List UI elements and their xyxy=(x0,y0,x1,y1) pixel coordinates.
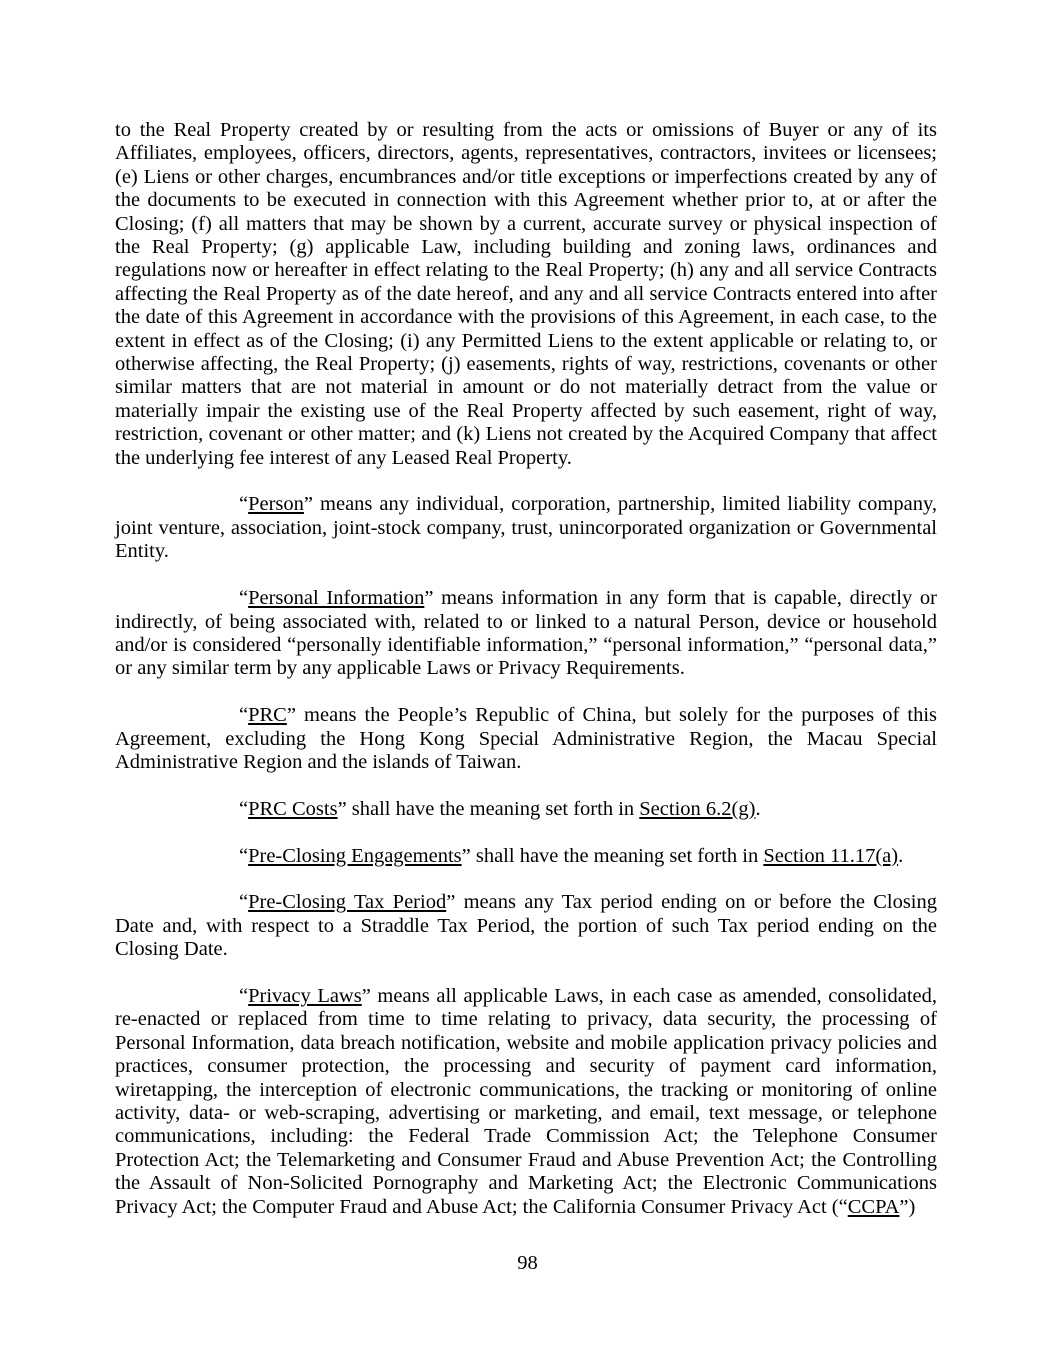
paragraph xyxy=(115,891,937,961)
text-segment: ” shall have the meaning set forth in xyxy=(337,797,640,820)
defined-term: Section 11.17(a) xyxy=(763,844,899,867)
text-segment: “ xyxy=(239,704,249,727)
defined-term: Section 6.2(g) xyxy=(639,797,756,820)
paragraph xyxy=(115,985,937,1219)
text-segment: ” means any individual, corporation, partnership, limited liability company, joint venture, association, joint-stock company, trust, unincorporated organization or Governmental Entity. xyxy=(115,493,937,563)
defined-term: PRC Costs xyxy=(248,797,338,820)
defined-term: Personal Information xyxy=(248,587,425,610)
text-segment: “ xyxy=(239,797,249,820)
text-segment: . xyxy=(898,844,904,867)
text-segment: to the Real Property created by or resulting from the acts or omissions of Buyer or any of its Affiliates, employees, officers, directors, agents, representatives, contractors, invitees or licensees; (e) Liens or other charges, encumbrances and/or title exceptions or imperfections created by any of the documents to be executed in connection with this Agreement whether prior to, at or after the Closing; (f) all matters that may be shown by a current, accurate survey or physical inspection of the Real Property; (g) applicable Law, including building and zoning laws, ordinances and regulations now or hereafter in effect relating to the Real Property; (h) any and all service Contracts affecting the Real Property as of the date hereof, and any and all service Contracts entered into after the date of this Agreement in accordance with the provisions of this Agreement, in each case, to the extent in effect as of the Closing; (i) any Permitted Liens to the extent applicable or relating to, or otherwise affecting, the Real Property; (j) easements, rights of way, restrictions, covenants or other similar matters that are not material in amount or do not materially detract from the value or materially impair the existing use of the Real Property affected by such easement, right of way, restriction, covenant or other matter; and (k) Liens not created by the Acquired Company that affect the underlying fee interest of any Leased Real Property. xyxy=(115,119,937,469)
text-segment: “ xyxy=(239,844,249,867)
text-segment: ” means all applicable Laws, in each case as amended, consolidated, re-enacted or replaced from time to time relating to privacy, data security, the processing of Personal Information, data breach notification, website and mobile application privacy policies and practices, consumer protection, the processing and security of payment card information, wiretapping, the interception of electronic communications, the tracking or monitoring of online activity, data- or web-scraping, advertising or marketing, and email, text message, or telephone communications, including: the Federal Trade Commission Act; the Telephone Consumer Protection Act; the Telemarketing and Consumer Fraud and Abuse Prevention Act; the Controlling the Assault of Non-Solicited Pornography and Marketing Act; the Electronic Communications Privacy Act; the Computer Fraud and Abuse Act; the California Consumer Privacy Act (“ xyxy=(115,984,938,1218)
text-segment: . xyxy=(755,797,761,820)
defined-term: CCPA xyxy=(847,1195,900,1218)
defined-term: Pre-Closing Tax Period xyxy=(248,891,447,914)
paragraph xyxy=(115,845,937,868)
defined-term: Privacy Laws xyxy=(248,984,362,1007)
defined-term: Pre-Closing Engagements xyxy=(248,844,462,867)
text-segment: ” shall have the meaning set forth in xyxy=(461,844,764,867)
document-body xyxy=(115,119,937,1242)
paragraph xyxy=(115,493,937,563)
paragraph xyxy=(115,119,937,470)
text-segment: ”) xyxy=(899,1195,916,1218)
text-segment: “ xyxy=(239,891,249,914)
paragraph xyxy=(115,704,937,774)
paragraph xyxy=(115,587,937,681)
defined-term: Person xyxy=(248,493,304,516)
text-segment: ” means any Tax period ending on or before the Closing Date and, with respect to a Straddle Tax Period, the portion of such Tax period ending on the Closing Date. xyxy=(115,891,937,961)
page-number: 98 xyxy=(517,1252,538,1274)
text-segment: ” means the People’s Republic of China, but solely for the purposes of this Agreement, excluding the Hong Kong Special Administrative Region, the Macau Special Administrative Region and the islands of Taiwan. xyxy=(115,704,937,773)
text-segment: “ xyxy=(239,493,249,516)
paragraph xyxy=(115,798,937,821)
defined-term: PRC xyxy=(248,704,287,727)
text-segment: “ xyxy=(239,587,249,610)
text-segment: “ xyxy=(239,984,249,1007)
text-segment: ” means information in any form that is capable, directly or indirectly, of being associated with, related to or linked to a natural Person, device or household and/or is considered “personally identifiable information,” “personal information,” “personal data,” or any similar term by any applicable Laws or Privacy Requirements. xyxy=(115,587,937,680)
